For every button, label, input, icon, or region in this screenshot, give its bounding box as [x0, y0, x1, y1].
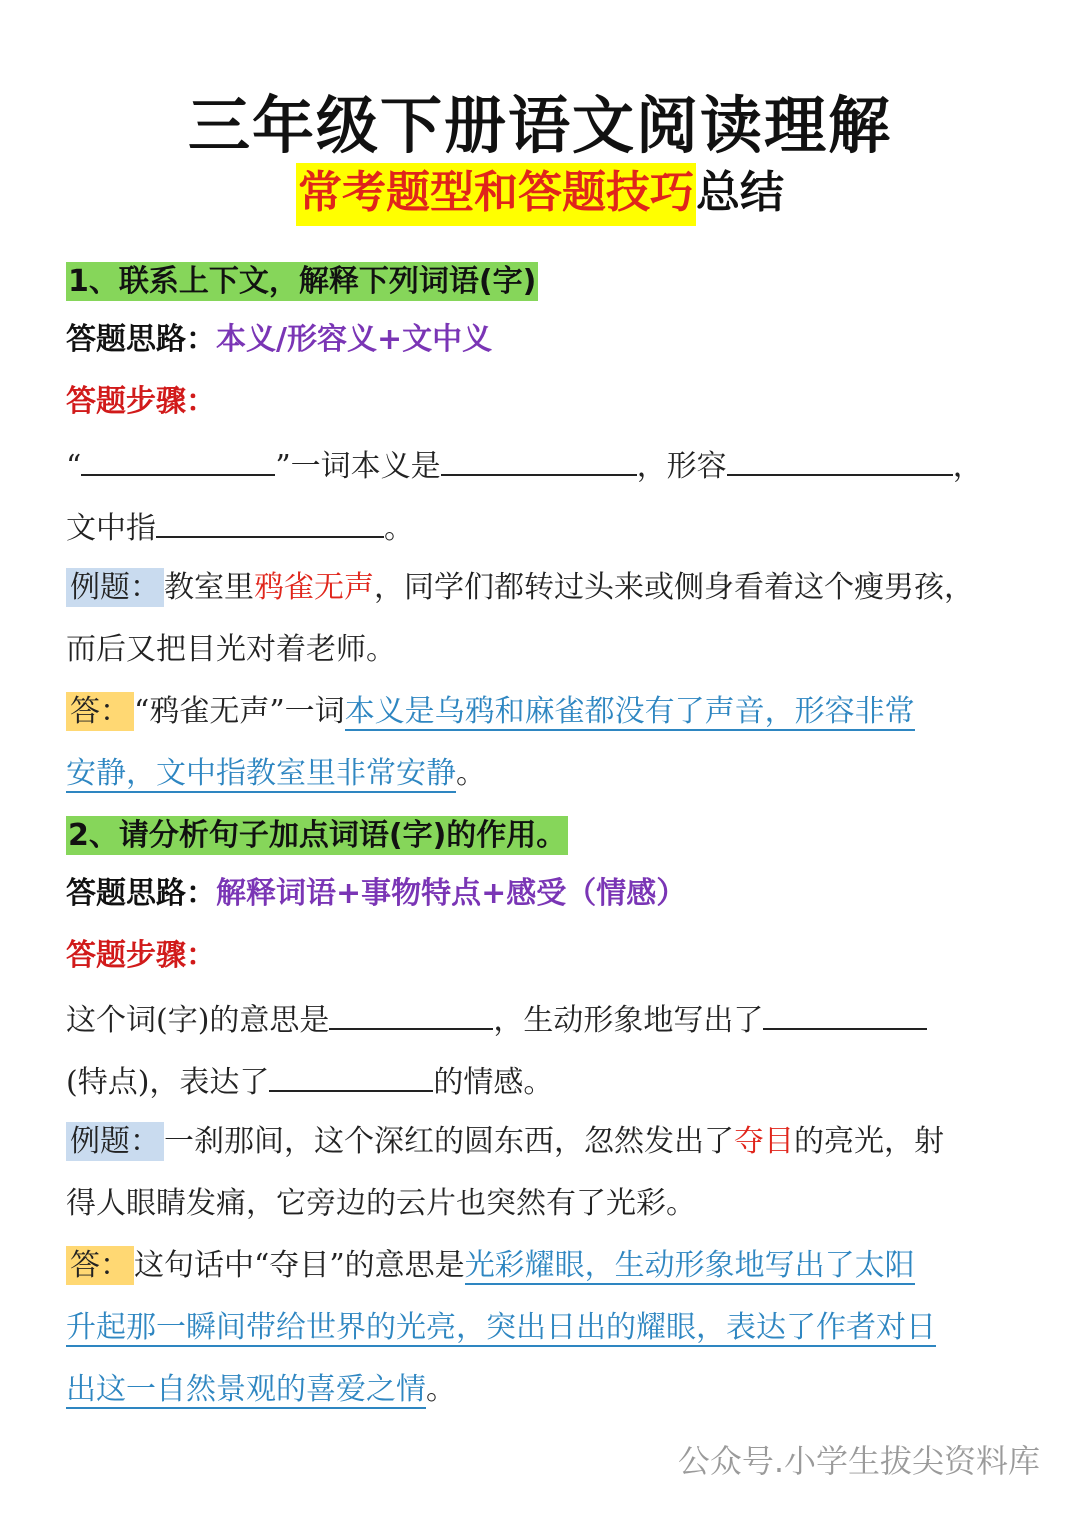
section1-example-word: 鸦雀无声	[254, 570, 374, 605]
section2-example-line1	[66, 1122, 944, 1162]
tpl-text-b: ”一词本义是	[275, 449, 441, 484]
section2-answer-a: 这句话中“夺目”的意思是	[134, 1248, 465, 1283]
section2-steps-label-line	[66, 936, 216, 976]
section1-answer-line2	[66, 754, 486, 794]
s2-tpl-a: 这个词(字)的意思是	[66, 1003, 330, 1038]
section1-answer-line1	[66, 692, 915, 732]
section1-heading: 1、联系上下文，解释下列词语(字)	[68, 264, 537, 299]
section2-example-b: 的亮光，射	[794, 1124, 944, 1159]
tpl-text-d: ，	[952, 449, 983, 484]
blank-feature	[763, 998, 927, 1030]
subtitle-highlight: 常考题型和答题技巧	[296, 163, 696, 226]
section1-heading-line	[66, 262, 538, 302]
section2-example-label: 例题：	[66, 1122, 164, 1161]
section2-answer-line2	[66, 1308, 936, 1348]
section1-example-line2	[66, 630, 396, 670]
section1-approach-text: 本义/形容义+文中义	[216, 322, 493, 357]
section1-steps-label: 答题步骤：	[66, 384, 216, 419]
section2-approach	[66, 874, 686, 914]
section2-example-word: 夺目	[734, 1124, 794, 1159]
section1-example-line1	[66, 568, 974, 608]
section2-steps-label: 答题步骤：	[66, 938, 216, 973]
section2-answer-d: 出这一自然景观的喜爱之情	[66, 1372, 426, 1407]
section1-example-a: 教室里	[164, 570, 254, 605]
section2-approach-text: 解释词语+事物特点+感受（情感）	[216, 876, 687, 911]
s2-tpl-b: ，生动形象地写出了	[493, 1003, 764, 1038]
section1-answer-d: 。	[456, 756, 486, 791]
section1-steps-label-line	[66, 382, 216, 422]
blank-original-meaning	[441, 444, 637, 476]
watermark: 公众号.小学生拔尖资料库	[677, 1442, 1040, 1480]
section2-example-c: 得人眼睛发痛，它旁边的云片也突然有了光彩。	[66, 1186, 696, 1221]
section1-example-b: ，同学们都转过头来或侧身看着这个瘦男孩，	[374, 570, 974, 605]
section2-answer-c: 升起那一瞬间带给世界的光亮，突出日出的耀眼，表达了作者对日	[66, 1310, 936, 1345]
section1-answer-a: “鸦雀无声”一词	[134, 694, 345, 729]
section2-heading: 2、请分析句子加点词语(字)的作用。	[68, 818, 567, 853]
section2-template-line1	[66, 998, 927, 1041]
tpl-text-e: 文中指	[66, 511, 156, 546]
section1-template-line1	[66, 444, 983, 487]
section2-answer-line1	[66, 1246, 915, 1286]
section2-example-a: 一刹那间，这个深红的圆东西，忽然发出了	[164, 1124, 734, 1159]
tpl-text-f: 。	[384, 511, 414, 546]
section1-answer-label: 答：	[66, 692, 134, 731]
section2-answer-b: 光彩耀眼，生动形象地写出了太阳	[464, 1248, 915, 1283]
blank-describes	[727, 444, 953, 476]
section1-template-line2	[66, 506, 414, 549]
section2-approach-label: 答题思路：	[66, 876, 216, 911]
page-subtitle	[0, 156, 1080, 220]
section1-answer-c: 安静，文中指教室里非常安静	[66, 756, 456, 791]
section2-heading-line	[66, 816, 568, 856]
blank-word	[81, 444, 275, 476]
section2-answer-label: 答：	[66, 1246, 134, 1285]
section1-approach-label: 答题思路：	[66, 322, 216, 357]
section2-answer-e: 。	[426, 1372, 456, 1407]
subtitle-rest: 总结	[696, 167, 784, 218]
section2-answer-line3	[66, 1370, 456, 1410]
blank-emotion	[269, 1060, 433, 1092]
s2-tpl-d: 的情感。	[433, 1065, 554, 1100]
page-title: 三年级下册语文阅读理解	[187, 89, 892, 162]
blank-meaning	[329, 998, 493, 1030]
section2-example-line2	[66, 1184, 696, 1224]
tpl-text-c: ，形容	[636, 449, 727, 484]
section1-example-label: 例题：	[66, 568, 164, 607]
section1-answer-b: 本义是乌鸦和麻雀都没有了声音，形容非常	[344, 694, 915, 729]
s2-tpl-c: (特点)，表达了	[66, 1065, 270, 1100]
section2-template-line2	[66, 1060, 553, 1103]
tpl-quote-open: “	[66, 449, 82, 484]
section1-approach	[66, 320, 492, 360]
blank-context-meaning	[156, 506, 384, 538]
section1-example-c: 而后又把目光对着老师。	[66, 632, 396, 667]
